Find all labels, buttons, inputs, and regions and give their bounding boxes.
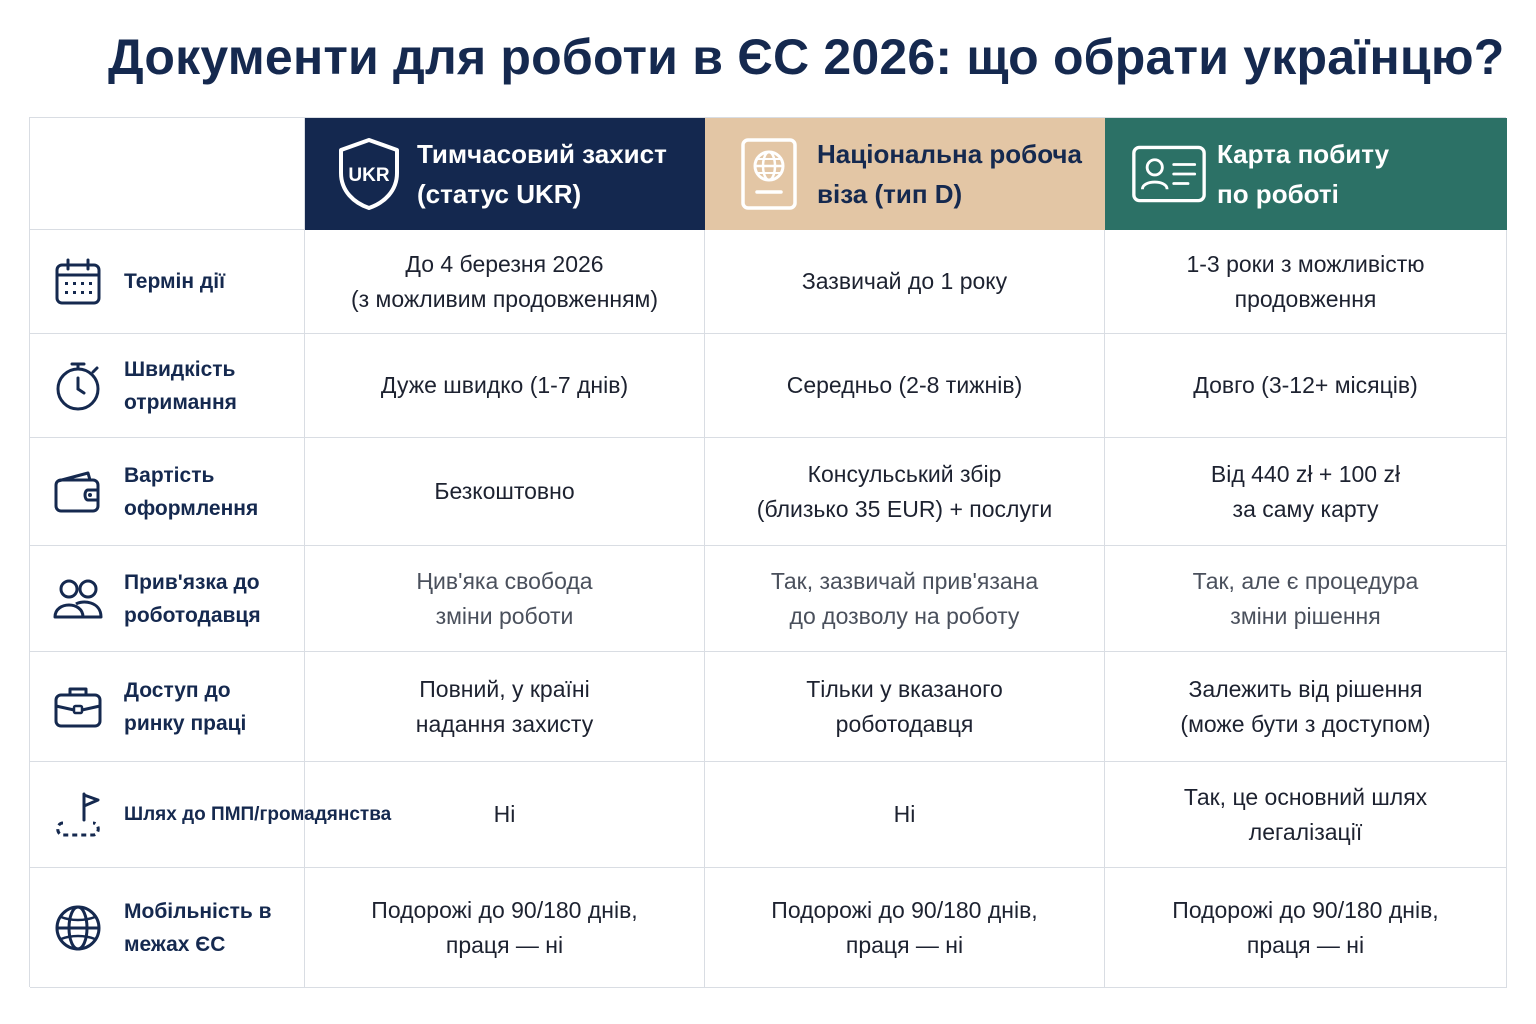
row-label-text: Вартість оформлення: [124, 463, 259, 520]
table-corner: [30, 118, 305, 230]
table-cell: Так, це основний шлях легалізації: [1105, 762, 1507, 868]
table-cell: Ні: [305, 762, 705, 868]
people-icon: [50, 571, 106, 627]
row-label-text: Швидкість отримання: [124, 357, 237, 414]
comparison-table: [29, 117, 1506, 987]
shield-badge-text: UKR: [348, 165, 390, 186]
table-cell: Довго (3-12+ місяців): [1105, 334, 1507, 438]
row-label-speed: [30, 334, 305, 438]
column-header-label: Національна робоча віза (тип D): [817, 139, 1082, 209]
wallet-icon: [50, 464, 106, 520]
globe-icon: [50, 900, 106, 956]
table-cell: Ңив'яка свобода зміни роботи: [305, 546, 705, 652]
table-cell: Подорожі до 90/180 днів, праця — ні: [305, 868, 705, 988]
table-cell: Дуже швидко (1-7 днів): [305, 334, 705, 438]
flag-path-icon: [50, 787, 106, 843]
table-cell: Залежить від рішення (може бути з доступом): [1105, 652, 1507, 762]
row-label-cost: [30, 438, 305, 546]
table-cell: Від 440 zł + 100 zł за саму карту: [1105, 438, 1507, 546]
column-header-residence-card: [1105, 118, 1507, 230]
row-label-labor-market: [30, 652, 305, 762]
row-label-employer-binding: [30, 546, 305, 652]
table-cell: Подорожі до 90/180 днів, праця — ні: [705, 868, 1105, 988]
column-header-label: Карта побиту по роботі: [1217, 139, 1390, 209]
page-title: Документи для роботи в ЄС 2026: що обрати українцю?: [108, 29, 1505, 85]
stopwatch-icon: [50, 358, 106, 414]
column-header-work-visa: [705, 118, 1105, 230]
row-label-eu-mobility: [30, 868, 305, 988]
row-label-text: Шлях до ПМП/громадянства: [124, 804, 392, 825]
table-cell: Так, але є процедура зміни рішення: [1105, 546, 1507, 652]
table-cell: Ні: [705, 762, 1105, 868]
row-label-path-to-residence: [30, 762, 392, 868]
table-cell: Повний, у країні надання захисту: [305, 652, 705, 762]
table-cell: Тільки у вказаного роботодавця: [705, 652, 1105, 762]
table-cell: 1-3 роки з можливістю продовження: [1105, 230, 1507, 334]
row-label-validity: [30, 230, 305, 334]
row-label-text: Термін дії: [124, 270, 225, 293]
calendar-icon: [50, 254, 106, 310]
table-cell: Консульський збір (близько 35 EUR) + послуги: [705, 438, 1105, 546]
id-card-icon: [1131, 136, 1207, 212]
row-label-text: Прив'язка до роботодавця: [124, 570, 261, 627]
table-cell: Зазвичай до 1 року: [705, 230, 1105, 334]
table-cell: Безкоштовно: [305, 438, 705, 546]
row-label-text: Мобільність в межах ЄС: [124, 899, 272, 956]
column-header-label: Тимчасовий захист (статус UKR): [417, 139, 667, 209]
table-cell: До 4 березня 2026 (з можливим продовженням): [305, 230, 705, 334]
table-cell: Так, зазвичай прив'язана до дозволу на роботу: [705, 546, 1105, 652]
table-cell: Подорожі до 90/180 днів, праця — ні: [1105, 868, 1507, 988]
table-cell: Середньо (2-8 тижнів): [705, 334, 1105, 438]
shield-ukr-icon: [331, 136, 407, 212]
row-label-text: Доступ до ринку праці: [124, 678, 247, 735]
column-header-temporary-protection: [305, 118, 705, 230]
briefcase-icon: [50, 679, 106, 735]
passport-icon: [731, 136, 807, 212]
